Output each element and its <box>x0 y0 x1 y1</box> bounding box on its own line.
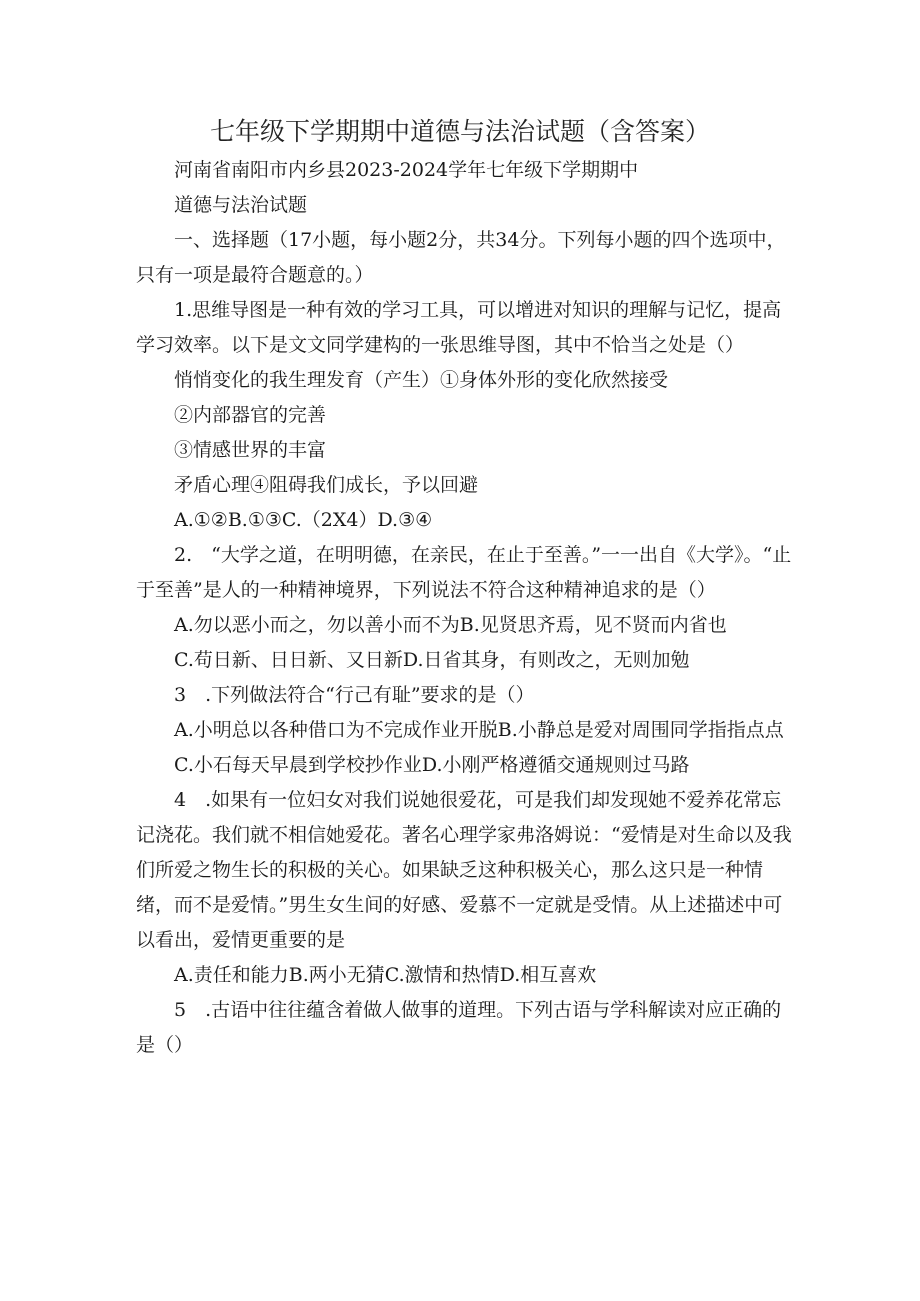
question-3-options-cd: C.小石每天早晨到学校抄作业D.小刚严格遵循交通规则过马路 <box>174 754 690 776</box>
question-4-options: A.责任和能力B.两小无猜C.激情和热情D.相互喜欢 <box>174 964 597 986</box>
question-3-options-ab: A.小明总以各种借口为不完成作业开脱B.小静总是爱对周围同学指指点点 <box>174 719 784 741</box>
document-title: 七年级下学期期中道德与法治试题（含答案） <box>209 117 710 146</box>
question-1-options: A.①②B.①③C.（2X4）D.③④ <box>174 509 433 531</box>
section-header: 一、选择题（17小题，每小题2分，共34分。下列每小题的四个选项中，只有一项是最符合题意的。） <box>136 229 786 286</box>
question-3-stem: 3 .下列做法符合“行己有耻”要求的是（） <box>174 684 535 706</box>
question-2-stem: 2. “大学之道，在明明德，在亲民，在止于至善。”一一出自《大学》。“止于至善”是人的一种精神境界，下列说法不符合这种精神追求的是（） <box>136 544 792 601</box>
subject-line: 道德与法治试题 <box>174 194 308 216</box>
question-2-options-ab: A.勿以恶小而之，勿以善小而不为B.见贤思齐焉，见不贤而内省也 <box>174 614 727 636</box>
source-line: 河南省南阳市内乡县2023-2024学年七年级下学期期中 <box>174 159 639 181</box>
question-4-stem: 4 .如果有一位妇女对我们说她很爱花，可是我们却发现她不爱养花常忘记浇花。我们就不相信她爱花。著名心理学家弗洛姆说：“爱情是对生命以及我们所爱之物生长的积极的关心。如果缺乏这种积极关心，那么这只是一种情绪，而不是爱情。”男生女生间的好感、爱慕不一定就是受情。从上述描述中可以看出，爱情更重要的是 <box>136 789 792 951</box>
question-5-stem: 5 .古语中往往蕴含着做人做事的道理。下列古语与学科解读对应正确的是（） <box>136 999 782 1056</box>
question-1-line-4: 矛盾心理④阻碍我们成长，予以回避 <box>174 474 479 496</box>
question-1-line-3: ③情感世界的丰富 <box>174 439 327 461</box>
question-1-line-2: ②内部器官的完善 <box>174 404 327 426</box>
document-body <box>136 153 792 1063</box>
question-1-stem: 1.思维导图是一种有效的学习工具，可以增进对知识的理解与记忆，提高学习效率。以下是文文同学建构的一张思维导图，其中不恰当之处是（） <box>136 299 782 356</box>
question-2-options-cd: C.苟日新、日日新、又日新D.日省其身，有则改之，无则加勉 <box>174 649 690 671</box>
question-1-line-1: 悄悄变化的我生理发育（产生）①身体外形的变化欣然接受 <box>174 369 669 391</box>
